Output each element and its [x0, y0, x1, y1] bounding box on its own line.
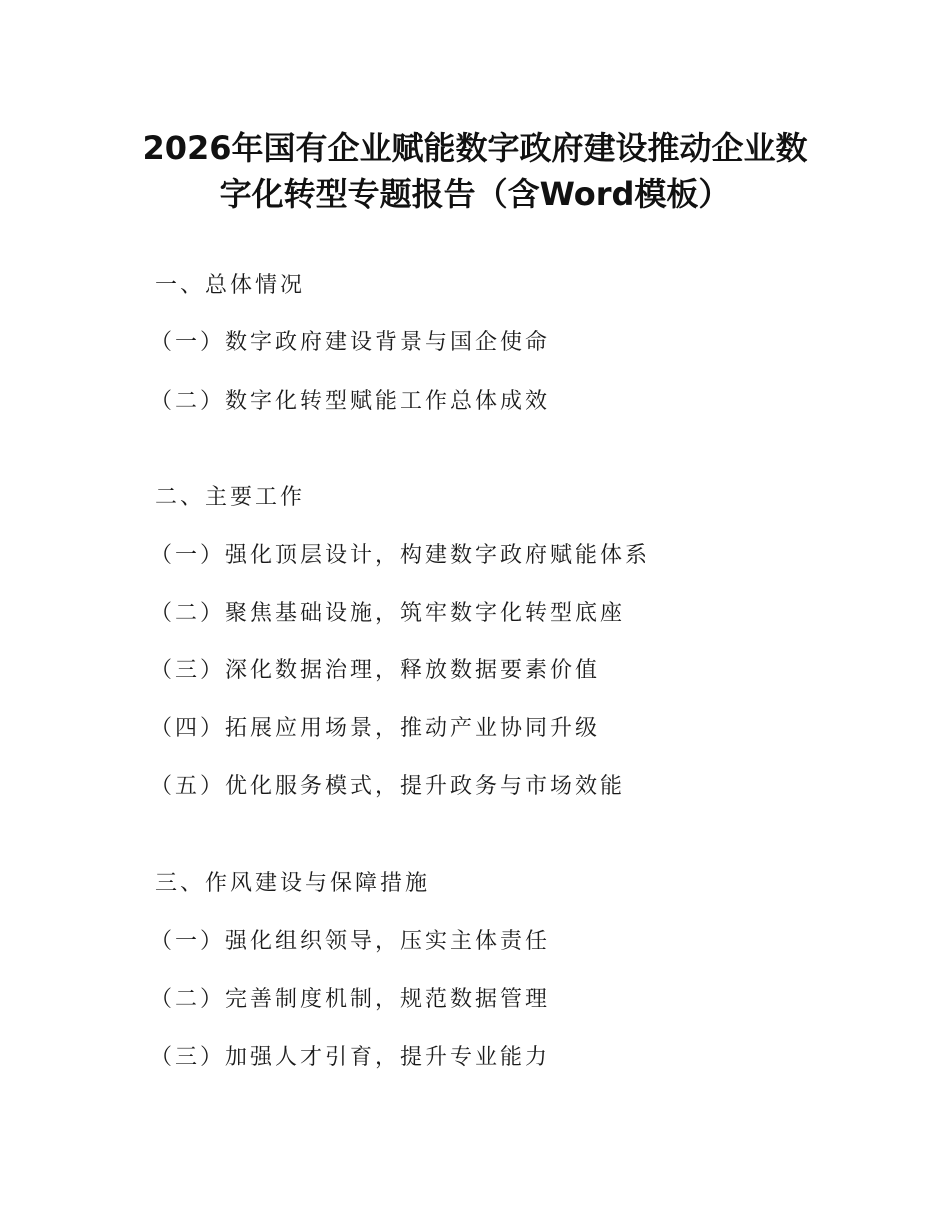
list-item: （二）完善制度机制，规范数据管理 — [150, 987, 551, 1012]
list-item: （一）强化组织领导，压实主体责任 — [150, 929, 551, 954]
list-item: （三）深化数据治理，释放数据要素价值 — [150, 658, 601, 683]
section-heading: 一、总体情况 — [155, 273, 306, 298]
list-item: （五）优化服务模式，提升政务与市场效能 — [150, 774, 626, 799]
section-heading: 三、作风建设与保障措施 — [155, 871, 431, 896]
list-item: （二）数字化转型赋能工作总体成效 — [150, 389, 551, 414]
list-item: （一）强化顶层设计，构建数字政府赋能体系 — [150, 543, 651, 568]
document-title-line-1: 2026年国有企业赋能数字政府建设推动企业数 — [142, 129, 808, 167]
list-item: （四）拓展应用场景，推动产业协同升级 — [150, 716, 601, 741]
document-title-line-2: 字化转型专题报告（含Word模板） — [219, 175, 731, 213]
list-item: （一）数字政府建设背景与国企使命 — [150, 330, 551, 355]
section-heading: 二、主要工作 — [155, 485, 306, 510]
list-item: （三）加强人才引育，提升专业能力 — [150, 1045, 551, 1070]
list-item: （二）聚焦基础设施，筑牢数字化转型底座 — [150, 601, 626, 626]
